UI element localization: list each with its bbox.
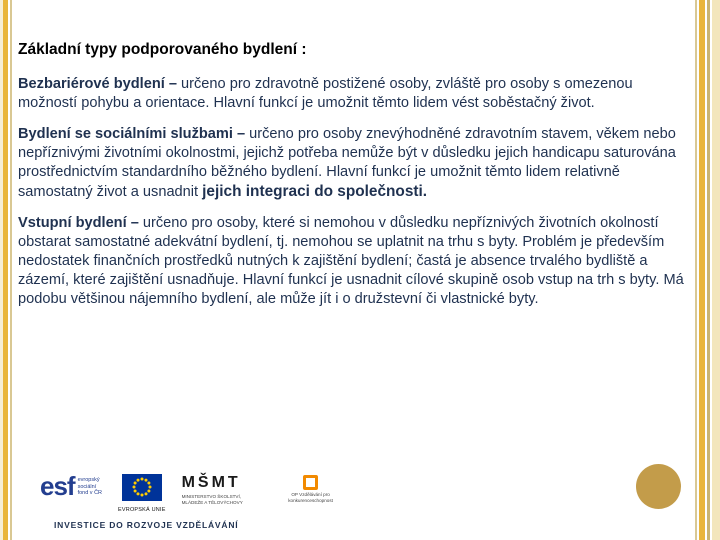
opvk-logo	[278, 474, 344, 503]
paragraph-vstupni-bydleni	[18, 214, 694, 309]
footer-logos	[40, 471, 344, 530]
opvk-caption: OP Vzdělávání pro konkurenceschopnost	[288, 492, 333, 503]
msmt-logo-text: MŠMT	[181, 474, 241, 491]
paragraph-lead: Bezbariérové bydlení –	[18, 76, 182, 92]
paragraph-tail: jejich integraci do společnosti.	[202, 183, 428, 200]
eu-flag-icon	[122, 474, 162, 501]
slide-title: Základní typy podporovaného bydlení :	[18, 41, 307, 58]
logos-row	[40, 471, 344, 513]
esf-caption-line: sociální	[77, 483, 97, 490]
eu-flag-logo	[118, 474, 166, 513]
slide-content	[18, 40, 694, 321]
right-edge-stripe-cream	[712, 0, 720, 540]
esf-logo-text: esf	[40, 471, 75, 501]
esf-logo	[40, 471, 103, 501]
right-edge-stripe-tan2	[707, 0, 710, 540]
paragraph-bezbarierove-bydleni	[18, 75, 694, 113]
esf-caption-line: fond v ČR	[77, 490, 103, 496]
paragraph-body: určeno pro zdravotně postižené osoby, zvláště pro osoby s omezenou možností pohybu a orientace. Hlavní funkcí je umožnit těmto lidem vést soběstačný život.	[18, 76, 633, 111]
right-edge-stripe-tan	[695, 0, 697, 540]
opvk-square-icon	[303, 475, 318, 490]
left-edge-stripe-gold	[3, 0, 8, 540]
msmt-caption: MINISTERSTVO ŠKOLSTVÍ, MLÁDEŽE A TĚLOVÝCHOVY	[181, 494, 243, 505]
paragraph-body: určeno pro osoby, které si nemohou v důsledku nepříznivých životních okolností obstarat samostatné adekvátní bydlení, tj. nemohou se uplatnit na trhu s byty. Problém je především nedostatek finančních prostředků nutných k zajištění bydlení; častá je absence trvalého bydliště a zázemí, které zajištění usnadňuje. Hlavní funkcí je usnadnit cílové skupině osob vstup na trh s byty. Má podobu většinou nájemního bydlení, ale může jít i o družstevní či vlastnické byty.	[18, 215, 684, 307]
paragraph-lead: Bydlení se sociálními službami –	[18, 126, 250, 142]
left-edge-stripe-tan	[10, 0, 12, 540]
esf-caption	[78, 477, 102, 497]
paragraph-lead: Vstupní bydlení –	[18, 215, 143, 231]
eu-caption: EVROPSKÁ UNIE	[118, 507, 166, 513]
paragraph-body: určeno pro osoby znevýhodněné zdravotním stavem, věkem nebo nepříznivými životními okolnostmi, jejichž potřeba nemůže být v důsledku jejich handicapu saturována prostřednictvím standardního běžného bydlení. Hlavní funkcí je umožnit těmto lidem relativně samostatný život a usnadnit	[18, 126, 676, 200]
decorative-circle	[636, 464, 681, 509]
paragraph-bydleni-se-socialnimi-sluzbami	[18, 125, 694, 202]
msmt-logo	[182, 474, 262, 505]
esf-caption-line: evropský	[77, 477, 100, 483]
investice-tagline: INVESTICE DO ROZVOJE VZDĚLÁVÁNÍ	[54, 520, 239, 530]
right-edge-stripe-gold	[699, 0, 705, 540]
